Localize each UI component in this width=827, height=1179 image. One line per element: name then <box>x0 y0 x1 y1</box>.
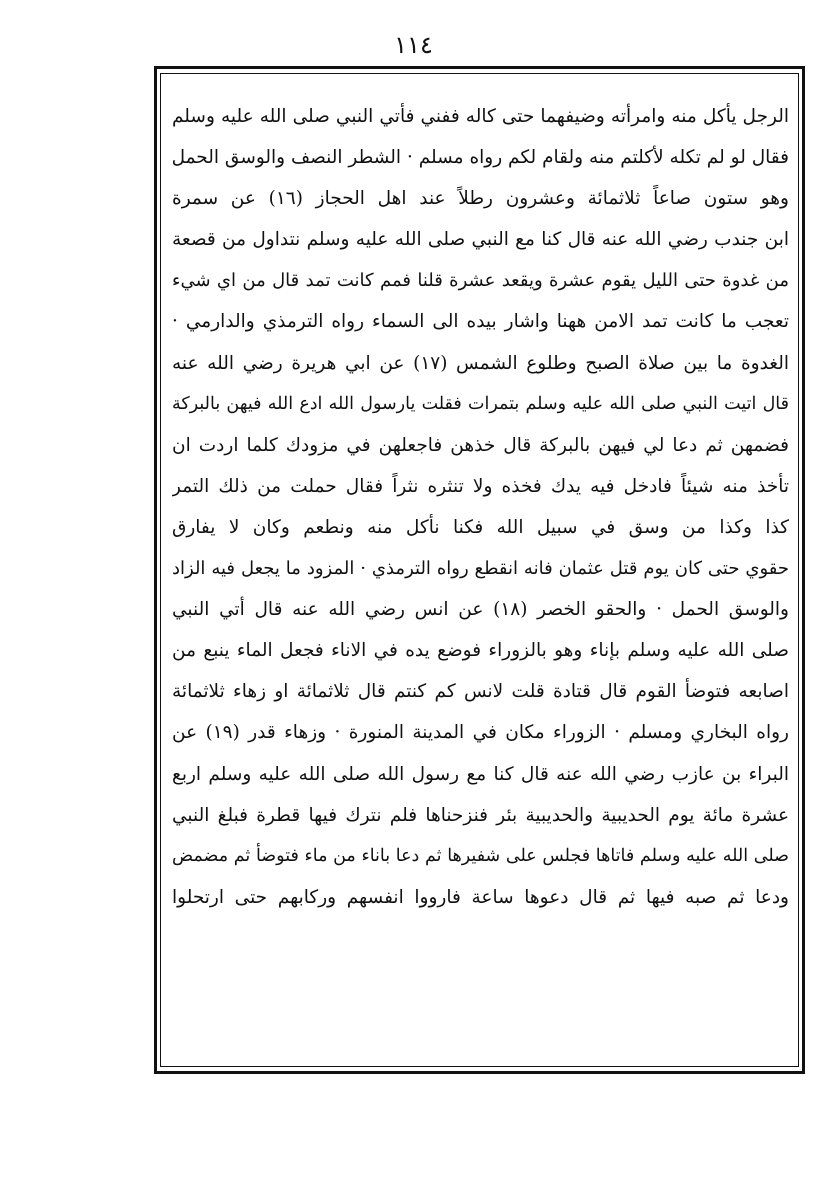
text-line: كذا وكذا من وسق في سبيل الله فكنا نأكل منه ونطعم وكان لا يفارق <box>172 516 789 538</box>
text-line: الرجل يأكل منه وامرأته وضيفهما حتى كاله ففني فأتي النبي صلى الله عليه وسلم <box>172 106 789 127</box>
text-line: صلى الله عليه وسلم بإناء وهو بالزوراء فوضع يده في الاناء فجعل الماء ينبع من <box>172 640 789 662</box>
page-number: ١١٤ <box>394 31 433 59</box>
text-line: فقال لو لم تكله لأكلتم منه ولقام لكم رواه مسلم · الشطر النصف والوسق الحمل <box>172 147 789 169</box>
text-line: قال اتيت النبي صلى الله عليه وسلم بتمرات فقلت يارسول الله ادع الله فيهن بالبركة <box>172 393 789 414</box>
text-line: ودعا ثم صبه فيها ثم قال دعوها ساعة فارووا انفسهم وركابهم حتى ارتحلوا <box>172 886 789 908</box>
text-line: من غدوة حتى الليل يقوم عشرة ويقعد عشرة قلنا فمم كانت تمد قال من اي شيء <box>172 270 789 292</box>
hadith-text-block <box>172 96 789 1056</box>
text-line: عشرة مائة يوم الحديبية والحديبية بئر فنزحناها فلم نترك فيها قطرة فبلغ النبي <box>172 804 789 826</box>
text-line: رواه البخاري ومسلم · الزوراء مكان في المدينة المنورة · وزهاء قدر (١٩) عن <box>172 722 789 744</box>
text-line: اصابعه فتوضأ القوم قال قتادة قلت لانس كم كنتم قال ثلاثمائة او زهاء ثلاثمائة <box>172 681 789 703</box>
text-line: صلى الله عليه وسلم فاتاها فجلس على شفيرها ثم دعا باناء من ماء فتوضأ ثم مضمض <box>172 845 789 866</box>
text-line: البراء بن عازب رضي الله عنه قال كنا مع رسول الله صلى الله عليه وسلم اربع <box>172 763 789 785</box>
text-line: الغدوة ما بين صلاة الصبح وطلوع الشمس (١٧) عن ابي هريرة رضي الله عنه <box>172 352 789 374</box>
text-line: وهو ستون صاعاً ثلاثمائة وعشرون رطلاً عند اهل الحجاز (١٦) عن سمرة <box>172 188 789 210</box>
text-line: تأخذ منه شيئاً فادخل فيه يدك فخذه ولا تنثره نثراً فقال حملت من ذلك التمر <box>172 475 789 497</box>
text-line: ابن جندب رضي الله عنه قال كنا مع النبي صلى الله عليه وسلم نتداول من قصعة <box>172 229 789 251</box>
text-line: تعجب ما كانت تمد الامن ههنا واشار بيده الى السماء رواه الترمذي والدارمي · <box>172 311 789 333</box>
text-line: فضمهن ثم دعا لي فيهن بالبركة قال خذهن فاجعلهن في مزودك كلما اردت ان <box>172 434 789 456</box>
text-line: والوسق الحمل · والحقو الخصر (١٨) عن انس رضي الله عنه قال أتي النبي <box>172 599 789 621</box>
text-line: حقوي حتى كان يوم قتل عثمان فانه انقطع رواه الترمذي · المزود ما يجعل فيه الزاد <box>172 558 789 580</box>
